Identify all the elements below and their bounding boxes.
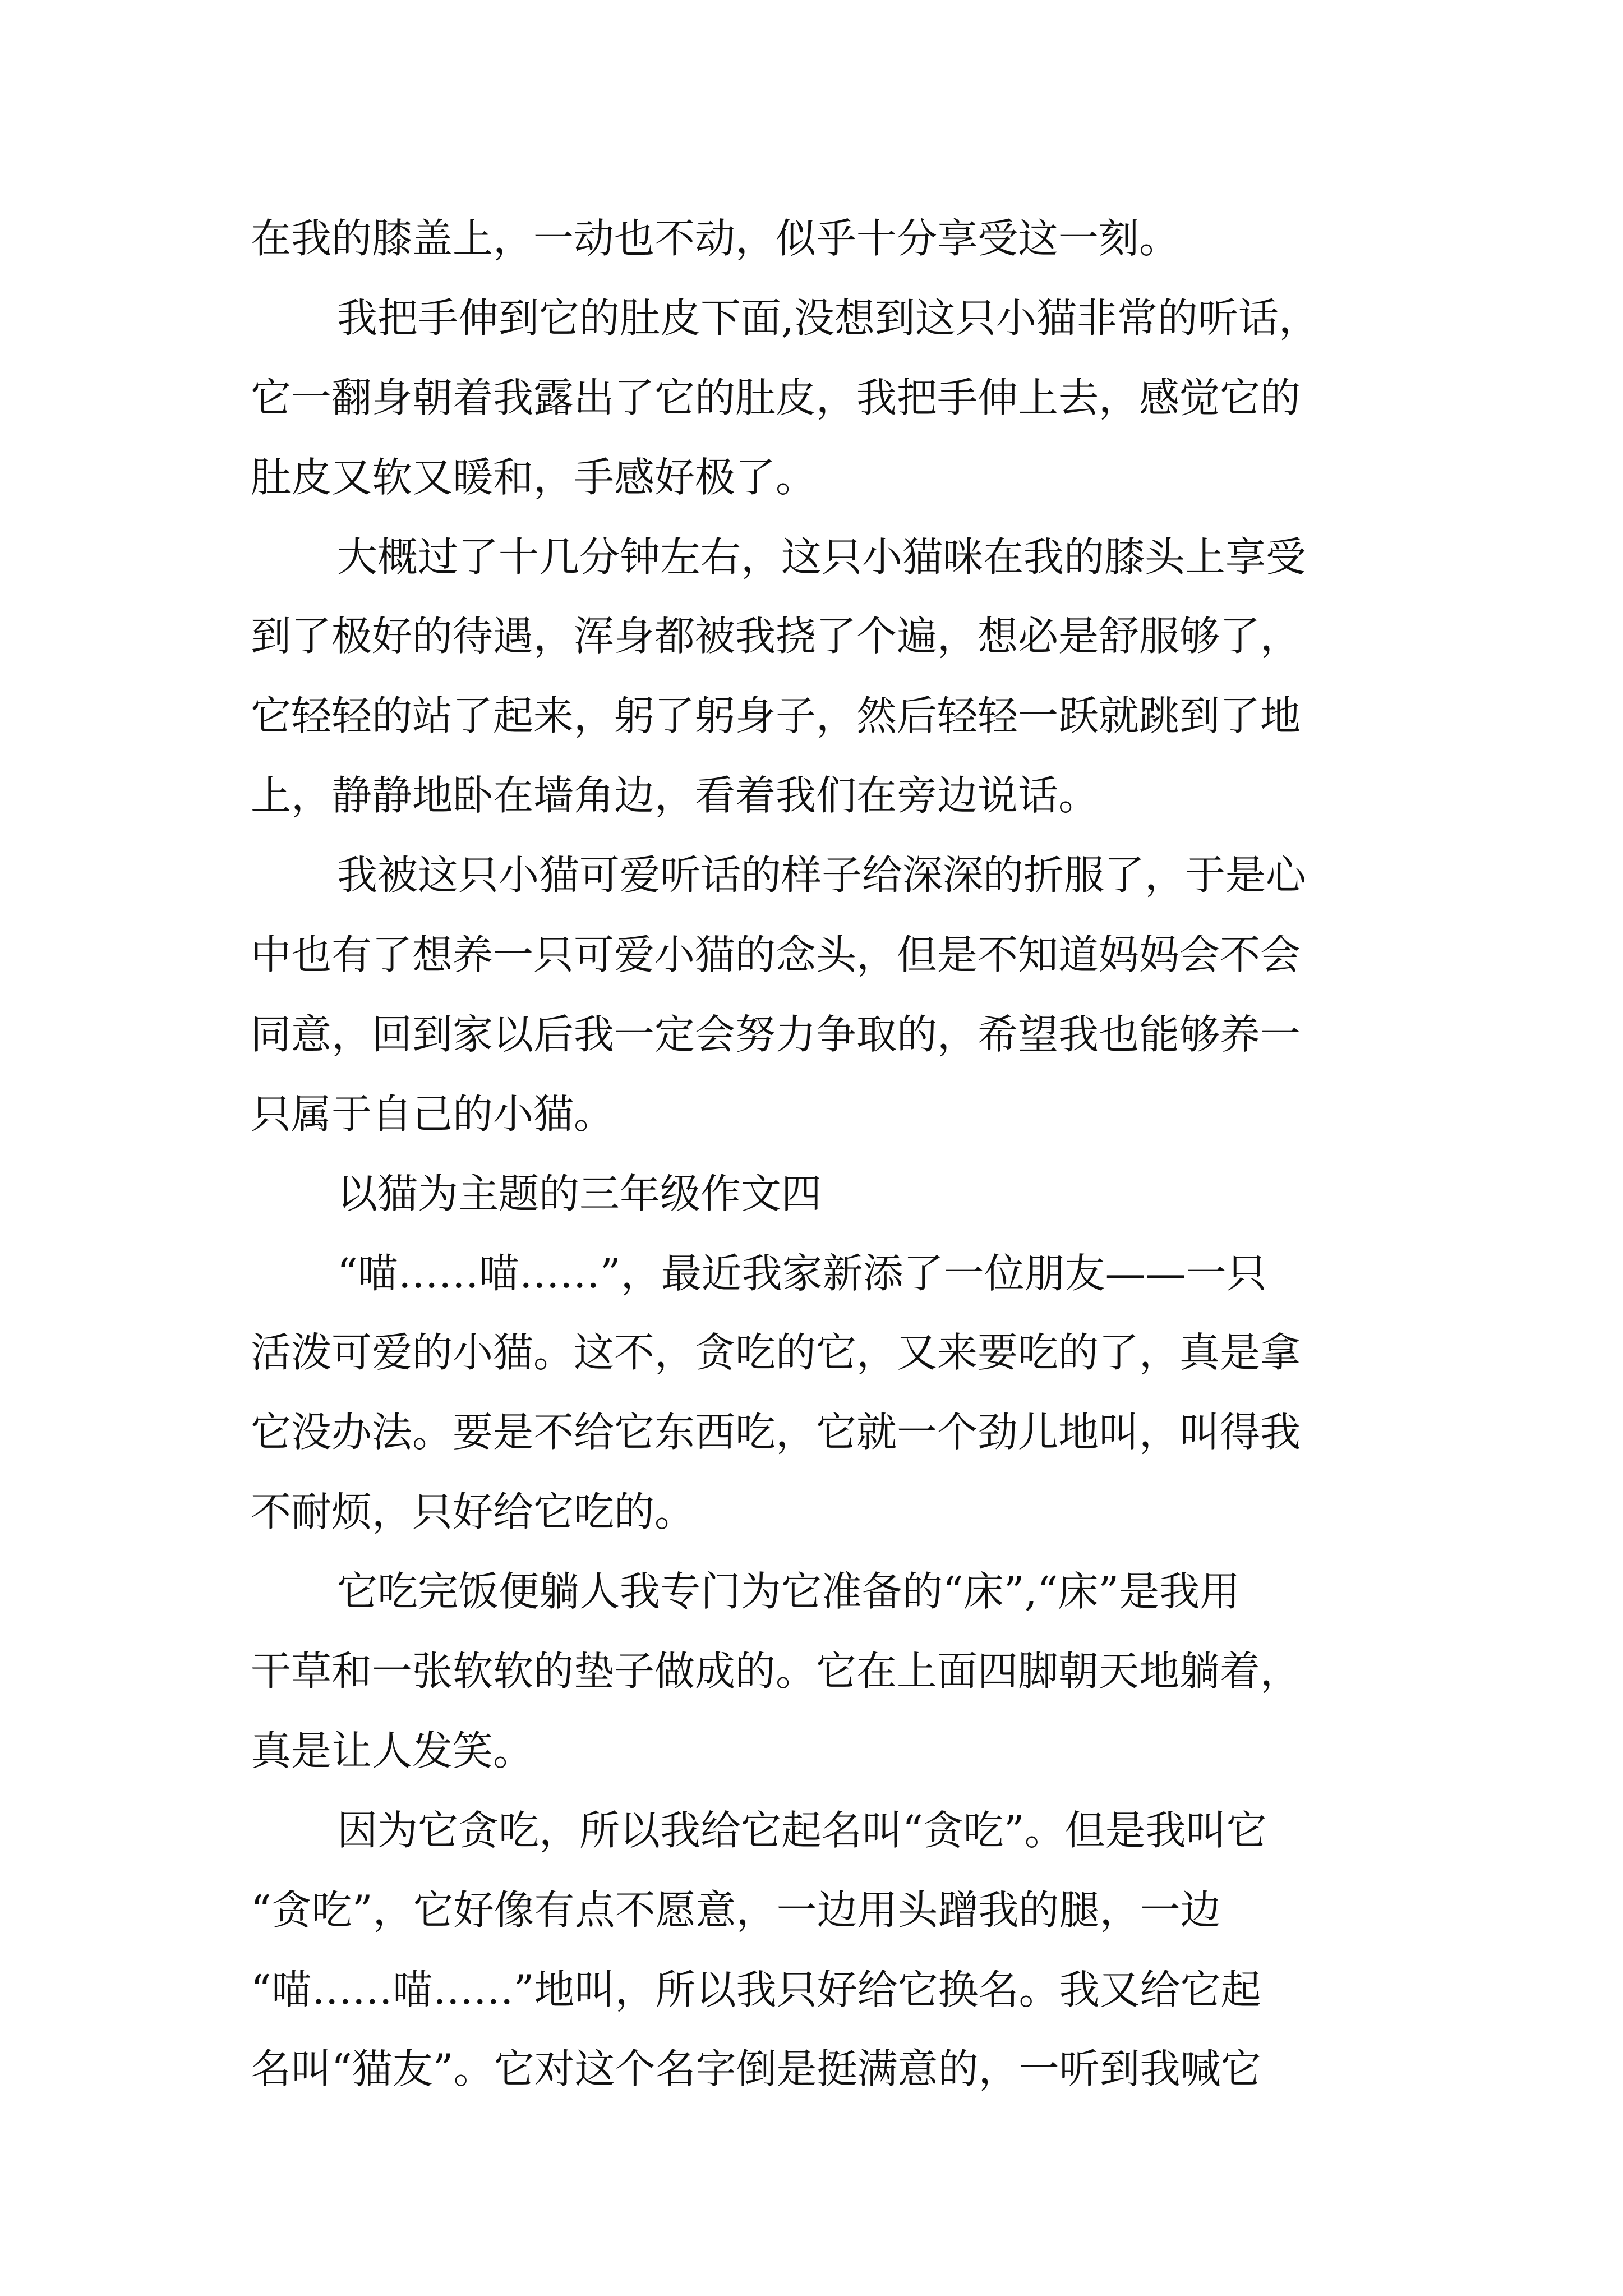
text-line: 它轻轻的站了起来，躬了躬身子，然后轻轻一跃就跳到了地 [251, 692, 1301, 740]
text-line: 到了极好的待遇，浑身都被我挠了个遍，想必是舒服够了， [251, 613, 1301, 660]
text-line: 干草和一张软软的垫子做成的。它在上面四脚朝天地躺着， [251, 1648, 1301, 1695]
text-line: 大概过了十几分钟左右，这只小猫咪在我的膝头上享受 [337, 533, 1307, 581]
text-line: 它吃完饭便躺人我专门为它准备的“床”,“床”是我用 [337, 1568, 1241, 1616]
text-line: 真是让人发笑。 [251, 1727, 534, 1774]
section-heading: 以猫为主题的三年级作文四 [337, 1170, 822, 1217]
text-line: 它没办法。要是不给它东西吃，它就一个劲儿地叫，叫得我 [251, 1409, 1301, 1456]
text-line: 名叫“猫友”。它对这个名字倒是挺满意的，一听到我喊它 [251, 2045, 1261, 2093]
text-line: 同意，回到家以后我一定会努力争取的，希望我也能够养一 [251, 1010, 1301, 1058]
text-line: 它一翻身朝着我露出了它的肚皮，我把手伸上去，感觉它的 [251, 374, 1301, 421]
text-line: “喵……喵……”地叫，所以我只好给它换名。我又给它起 [251, 1966, 1261, 2013]
essay-body [251, 199, 1428, 2109]
text-line: 不耐烦，只好给它吃的。 [251, 1488, 695, 1536]
text-line: 中也有了想养一只可爱小猫的念头，但是不知道妈妈会不会 [251, 931, 1301, 979]
text-line: 只属于自己的小猫。 [251, 1090, 615, 1138]
text-line: 在我的膝盖上，一动也不动，似乎十分享受这一刻。 [251, 215, 1180, 262]
text-line: 因为它贪吃，所以我给它起名叫“贪吃”。但是我叫它 [337, 1806, 1267, 1854]
text-line: 肚皮又软又暖和，手感好极了。 [251, 453, 817, 501]
text-line: “喵……喵……”，最近我家新添了一位朋友——一只 [337, 1249, 1267, 1297]
text-line: 活泼可爱的小猫。这不，贪吃的它，又来要吃的了，真是拿 [251, 1329, 1301, 1377]
text-line: 我被这只小猫可爱听话的样子给深深的折服了，于是心 [337, 852, 1307, 899]
text-line: 上，静静地卧在墙角边，看着我们在旁边说话。 [251, 772, 1099, 820]
text-line: 我把手伸到它的肚皮下面,没想到这只小猫非常的听话， [337, 294, 1319, 342]
text-line: “贪吃”，它好像有点不愿意，一边用头蹭我的腿，一边 [251, 1886, 1221, 1934]
